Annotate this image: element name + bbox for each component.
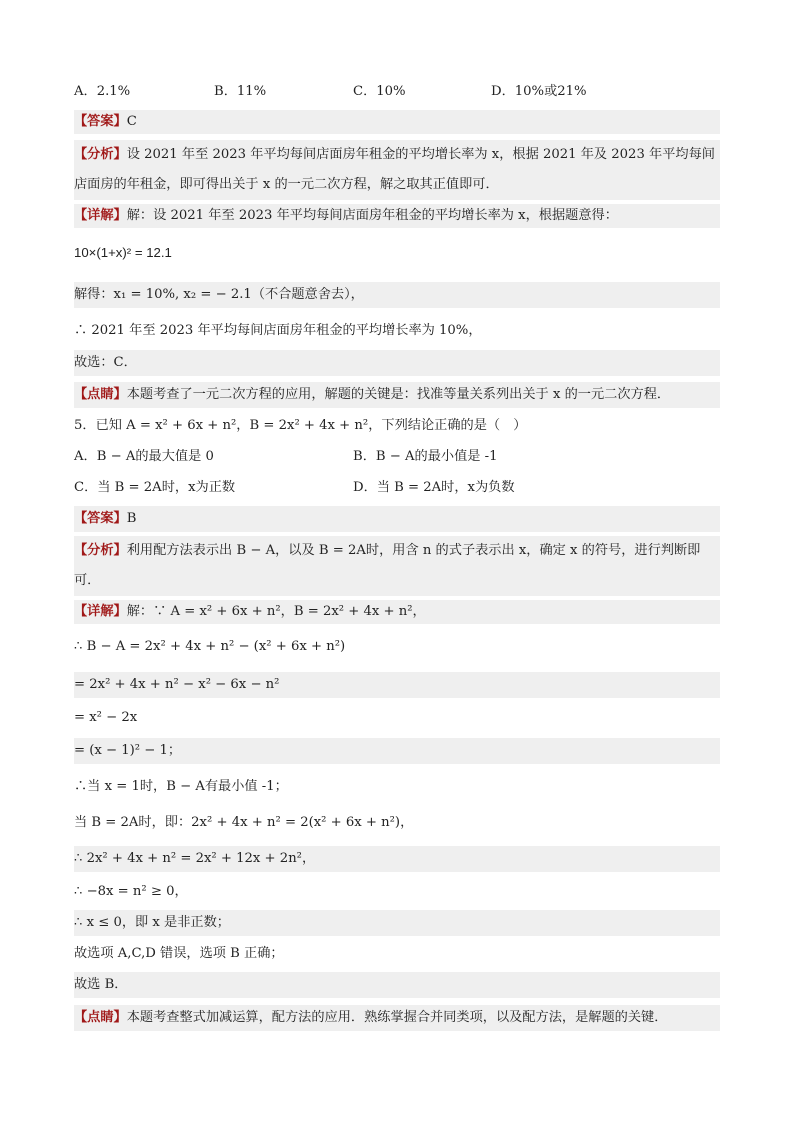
q4-choose: 故选：C． [74, 350, 720, 376]
q4-option-c: C．10% [353, 84, 406, 99]
q4-analysis [74, 140, 720, 200]
q5-step-7: ∴ 2x² + 4x + n² = 2x² + 12x + 2n²， [74, 846, 720, 872]
detail-tag: 【详解】 [74, 208, 127, 223]
q5-step-10: 故选项 A,C,D 错误，选项 B 正确； [74, 946, 284, 961]
q5-option-b: B．B − A的最小值是 -1 [353, 449, 498, 464]
answer-tag: 【答案】 [74, 114, 127, 129]
q5-answer [74, 506, 720, 532]
comment-text: 本题考查了一元二次方程的应用，解题的关键是：找准等量关系列出关于 x 的一元二次方程． [126, 387, 671, 402]
q4-therefore: ∴ 2021 年至 2023 年平均每间店面房年租金的平均增长率为 10%， [74, 323, 482, 338]
q5-option-a: A．B − A的最大值是 0 [74, 449, 214, 464]
q5-choose: 故选 B． [74, 972, 720, 998]
q4-option-b: B．11% [214, 84, 267, 99]
comment-tag: 【点睛】 [74, 387, 127, 402]
analysis-text-line2: 店面房的年租金，即可得出关于 x 的一元二次方程，解之取其正值即可． [74, 177, 499, 192]
analysis-text: 设 2021 年至 2023 年平均每间店面房年租金的平均增长率为 x，根据 2021 年及 2023 年平均每间 [126, 147, 715, 162]
q5-options-row-1 [74, 445, 720, 469]
q5-detail [74, 600, 720, 624]
q5-step-9: ∴ x ≤ 0，即 x 是非正数； [74, 910, 720, 936]
q5-stem: 5．已知 A = x² + 6x + n²，B = 2x² + 4x + n²，下列结论正确的是（ ） [74, 418, 527, 433]
analysis-text-line2: 可． [74, 573, 101, 588]
answer-tag: 【答案】 [74, 511, 127, 526]
q5-step-8: ∴ −8x = n² ≥ 0， [74, 884, 188, 899]
q4-answer [74, 110, 720, 134]
q4-equation: 10×(1+x)² = 12.1 [74, 245, 172, 260]
analysis-text: 利用配方法表示出 B − A，以及 B = 2A时，用含 n 的式子表示出 x，确定 x 的符号，进行判断即 [126, 543, 701, 558]
q4-option-a: A．2.1% [74, 84, 131, 99]
detail-text: 解：设 2021 年至 2023 年平均每间店面房年租金的平均增长率为 x，根据题意得： [126, 208, 618, 223]
q5-step-5: ∴当 x = 1时，B − A有最小值 -1； [74, 779, 288, 794]
q5-option-c: C．当 B = 2A时，x为正数 [74, 480, 236, 495]
q5-option-d: D．当 B = 2A时，x为负数 [353, 480, 515, 495]
comment-text: 本题考查整式加减运算，配方法的应用．熟练掌握合并同类项，以及配方法，是解题的关键． [126, 1010, 668, 1025]
q4-options-row [74, 82, 720, 102]
q4-solution: 解得：x₁ = 10%, x₂ = − 2.1（不合题意舍去）， [74, 282, 720, 308]
q5-step-6: 当 B = 2A时，即：2x² + 4x + n² = 2(x² + 6x + n²)， [74, 815, 414, 830]
q4-option-d: D．10%或21% [491, 84, 587, 99]
q5-analysis [74, 536, 720, 596]
q5-step-4: = (x − 1)² − 1； [74, 738, 720, 764]
answer-value: B [126, 511, 137, 526]
q5-step-1: ∴ B − A = 2x² + 4x + n² − (x² + 6x + n²) [74, 639, 346, 654]
q5-options-row-2 [74, 476, 720, 500]
detail-tag: 【详解】 [74, 604, 127, 619]
q5-comment [74, 1005, 720, 1031]
analysis-tag: 【分析】 [74, 543, 127, 558]
analysis-tag: 【分析】 [74, 147, 127, 162]
answer-value: C [126, 114, 137, 129]
q4-detail [74, 204, 720, 228]
detail-text: 解：∵ A = x² + 6x + n²，B = 2x² + 4x + n²， [126, 604, 426, 619]
comment-tag: 【点睛】 [74, 1010, 127, 1025]
q4-comment [74, 382, 720, 408]
q5-step-3: = x² − 2x [74, 710, 138, 725]
q5-step-2: = 2x² + 4x + n² − x² − 6x − n² [74, 672, 720, 698]
